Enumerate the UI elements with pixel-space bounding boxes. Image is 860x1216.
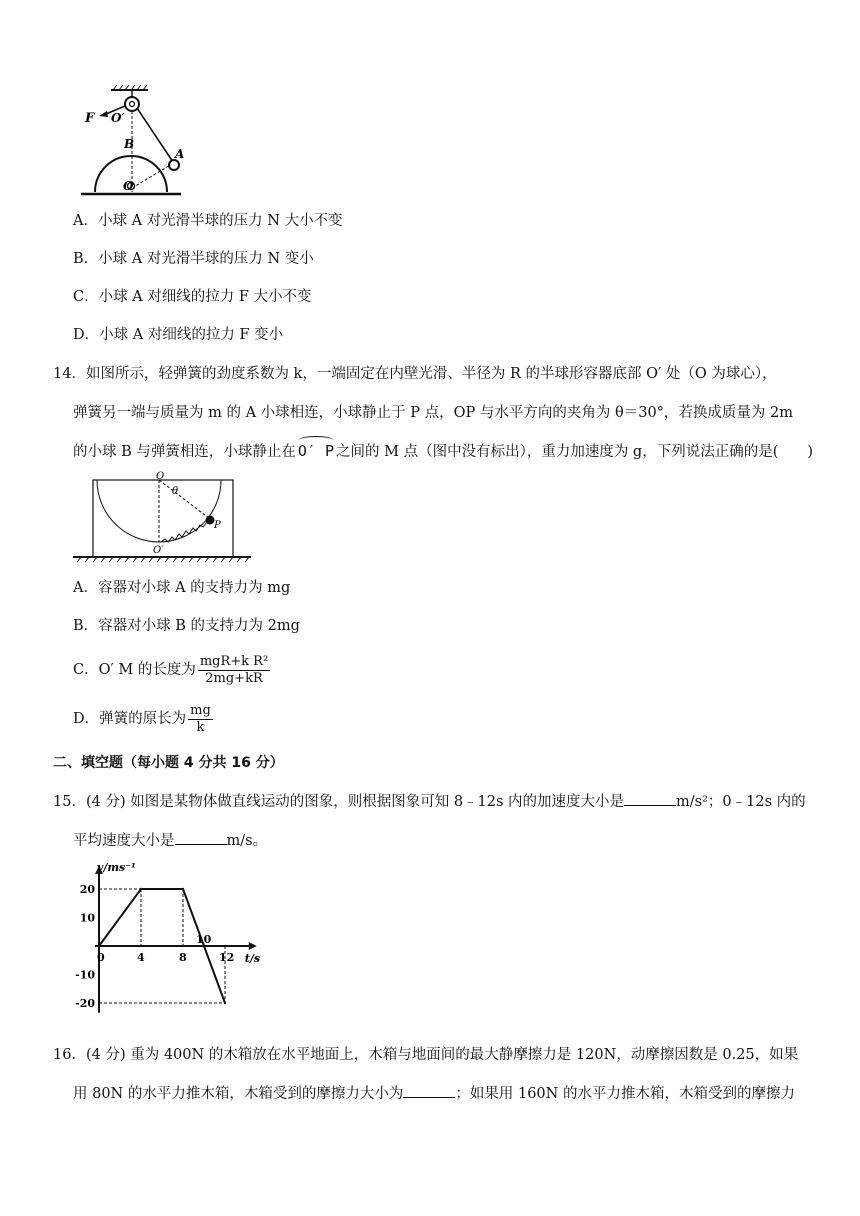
fraction-denominator: k <box>196 719 205 735</box>
q14-stem-line2: 弹簧另一端与质量为 m 的 A 小球相连，小球静止于 P 点，OP 与水平方向的夹角为 θ＝30°，若换成质量为 2m <box>73 405 794 421</box>
x-tick-label: 8 <box>179 951 187 964</box>
q14-option-d-text: D．弹簧的原长为 <box>73 711 187 727</box>
x-tick-label: 4 <box>137 951 145 964</box>
q15-stem-line1 <box>53 791 806 812</box>
q15-stem-line2 <box>73 830 267 851</box>
q15-stem-line2-post: m/s。 <box>226 833 268 849</box>
fraction-om-length <box>198 654 270 687</box>
q13-option-d: D．小球 A 对细线的拉力 F 变小 <box>73 327 284 343</box>
section-heading-fill-in: 二、填空题（每小题 4 分共 16 分） <box>53 755 284 771</box>
x-tick-label: 0 <box>97 951 105 964</box>
q16-stem-line2 <box>73 1083 795 1104</box>
fraction-natural-length <box>188 703 213 736</box>
q16-stem-line2-pre: 用 80N 的水平力推木箱，木箱受到的摩擦力大小为 <box>73 1086 404 1102</box>
force-label-F: F <box>85 111 95 126</box>
q15-stem-line1-pre: 15．(4 分) 如图是某物体做直线运动的图象，则根据图象可知 8﹣12s 内的加速度大小是 <box>53 794 625 810</box>
q14-figure <box>73 470 253 564</box>
data-point <box>98 945 100 947</box>
y-axis-label: v/ms⁻¹ <box>97 860 136 874</box>
q15-stem-line2-pre: 平均速度大小是 <box>73 833 175 849</box>
data-point <box>182 888 184 890</box>
answer-blank-average-velocity[interactable] <box>175 830 227 845</box>
q16-stem-line2-post: ；如果用 160N 的水平力推木箱，木箱受到的摩擦力 <box>455 1086 795 1102</box>
q13-figure <box>73 84 193 202</box>
center-label-O: O <box>156 471 165 482</box>
point-label-P: P <box>214 520 221 531</box>
y-tick-label: -20 <box>75 997 95 1010</box>
pulley-label-O1: O′ <box>111 111 125 125</box>
fraction-numerator: mgR+k R² <box>199 653 269 669</box>
q14-option-c-text: C．O′ M 的长度为 <box>73 662 196 678</box>
q14-option-b: B．容器对小球 B 的支持力为 2mg <box>73 618 300 634</box>
velocity-time-chart <box>73 860 261 1028</box>
x-axis-arrow <box>249 942 257 950</box>
q13-option-b: B．小球 A 对光滑半球的压力 N 变小 <box>73 251 314 267</box>
q14-option-d <box>73 702 213 736</box>
q14-stem-line3-post: 之间的 M 点（图中没有标出），重力加速度为 g，下列说法正确的是( ) <box>336 444 814 460</box>
data-point <box>224 1002 226 1004</box>
y-tick-label: 20 <box>79 883 95 896</box>
fraction-denominator: 2mg+kR <box>205 670 263 686</box>
q14-option-c <box>73 653 270 687</box>
y-tick-label: 10 <box>79 911 95 925</box>
point-label-B: B <box>124 137 135 151</box>
x-tick-label: 12 <box>219 951 235 964</box>
q16-stem-line1: 16．(4 分) 重为 400N 的木箱放在水平地面上，木箱与地面间的最大静摩擦力是 120N，动摩擦因数是 0.25，如果 <box>53 1047 799 1063</box>
answer-blank-friction-80n[interactable] <box>403 1083 455 1098</box>
center-label-O: O <box>123 179 134 193</box>
q14-stem-line3-pre: 的小球 B 与弹簧相连，小球静止在 <box>73 444 296 460</box>
bottom-label-O1: O′ <box>153 545 164 556</box>
q15-stem-line1-post: m/s²；0﹣12s 内的 <box>676 794 806 810</box>
q14-option-a: A．容器对小球 A 的支持力为 mg <box>73 580 291 596</box>
q14-stem-line1: 14．如图所示，轻弹簧的劲度系数为 k，一端固定在内壁光滑、半径为 R 的半球形容器底部 O′ 处（O 为球心）， <box>53 366 777 382</box>
answer-blank-acceleration[interactable] <box>624 791 676 806</box>
arc-op-label: O′ P <box>297 442 334 460</box>
fraction-numerator: mg <box>190 702 211 718</box>
q14-stem-line3 <box>73 441 813 462</box>
q13-option-c: C．小球 A 对细线的拉力 F 大小不变 <box>73 289 312 305</box>
q13-option-a: A．小球 A 对光滑半球的压力 N 大小不变 <box>73 213 343 229</box>
x-axis-label: t/s <box>244 952 261 965</box>
y-tick-label: -10 <box>75 968 95 982</box>
angle-label-theta: θ <box>172 486 179 497</box>
x-tick-label: 10 <box>196 933 212 946</box>
ball-label-A: A <box>175 147 185 161</box>
data-point <box>140 888 142 890</box>
